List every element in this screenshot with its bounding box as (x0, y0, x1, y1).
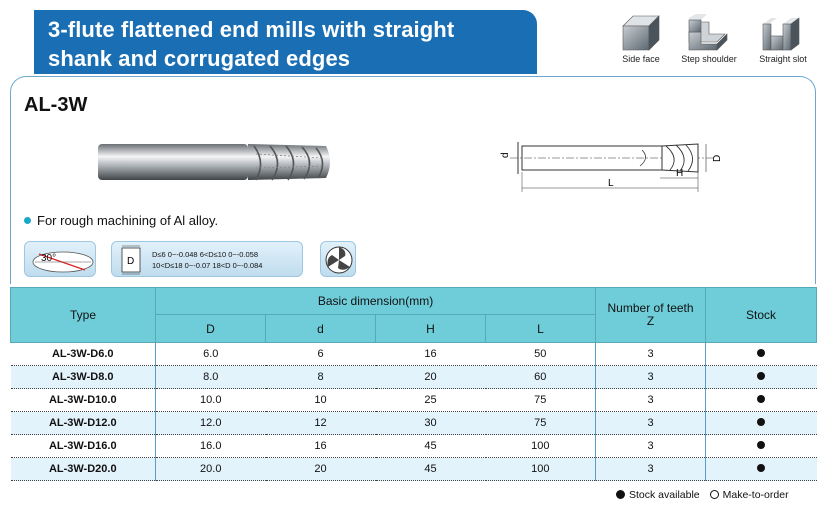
tolerance-line-1: D≤6 0~-0.048 6<D≤10 0~-0.058 (152, 250, 259, 259)
dimension-label-H: H (676, 168, 684, 179)
cell-D: 10.0 (156, 389, 266, 412)
stock-legend (616, 489, 789, 501)
step-shoulder-icon (687, 14, 731, 52)
dimension-label-L: L (608, 178, 614, 189)
table-row (11, 389, 817, 412)
cell-stock (706, 435, 817, 458)
cell-stock (706, 366, 817, 389)
cell-L: 100 (486, 458, 596, 481)
cell-L: 50 (486, 343, 596, 366)
cell-d: 8 (266, 366, 376, 389)
application-side-face (606, 14, 676, 64)
helix-angle-badge (24, 241, 96, 277)
cell-Z: 3 (596, 412, 706, 435)
cell-Z: 3 (596, 343, 706, 366)
side-face-icon (619, 14, 663, 52)
make-to-order-icon (710, 490, 719, 499)
cell-H: 20 (376, 366, 486, 389)
helix-angle-value: 30° (41, 253, 57, 264)
cell-D: 16.0 (156, 435, 266, 458)
stock-available-icon (616, 490, 625, 499)
header-teeth (596, 288, 706, 343)
end-mill-photo-icon (96, 140, 336, 184)
flute-badge (320, 241, 356, 277)
table-row (11, 412, 817, 435)
cell-Z: 3 (596, 435, 706, 458)
application-step-shoulder (674, 14, 744, 64)
cell-H: 45 (376, 458, 486, 481)
dimension-label-d: d (500, 152, 511, 158)
header-stock: Stock (706, 288, 817, 343)
cell-d: 20 (266, 458, 376, 481)
stock-available-icon (757, 349, 765, 357)
cell-stock (706, 389, 817, 412)
cell-d: 16 (266, 435, 376, 458)
tolerance-line-2: 10<D≤18 0~-0.07 18<D 0~-0.084 (152, 261, 263, 270)
header-d: d (266, 315, 376, 343)
cell-H: 30 (376, 412, 486, 435)
cell-type: AL-3W-D12.0 (11, 412, 156, 435)
cell-d: 12 (266, 412, 376, 435)
tolerance-symbol: D (127, 256, 135, 267)
stock-available-icon (757, 395, 765, 403)
model-name: AL-3W (24, 94, 88, 116)
cell-D: 6.0 (156, 343, 266, 366)
header-basic-dimension: Basic dimension(mm) (156, 288, 596, 315)
stock-available-icon (757, 441, 765, 449)
tolerance-text (152, 249, 262, 271)
cell-stock (706, 412, 817, 435)
cell-D: 20.0 (156, 458, 266, 481)
straight-slot-icon (761, 14, 805, 52)
dimension-label-D: D (712, 154, 723, 162)
application-label: Side face (622, 54, 660, 64)
legend-order: Make-to-order (722, 489, 789, 501)
cell-d: 10 (266, 389, 376, 412)
cell-L: 100 (486, 435, 596, 458)
cell-L: 75 (486, 389, 596, 412)
feature-note (24, 213, 218, 228)
table-row (11, 366, 817, 389)
feature-text: For rough machining of Al alloy. (37, 213, 219, 228)
cell-Z: 3 (596, 389, 706, 412)
cell-H: 45 (376, 435, 486, 458)
cell-Z: 3 (596, 458, 706, 481)
stock-available-icon (757, 464, 765, 472)
application-icons (606, 14, 816, 74)
table-row (11, 435, 817, 458)
cell-type: AL-3W-D16.0 (11, 435, 156, 458)
cell-L: 75 (486, 412, 596, 435)
cell-H: 16 (376, 343, 486, 366)
cell-D: 12.0 (156, 412, 266, 435)
title-line-1: 3-flute flattened end mills with straight (48, 17, 455, 42)
diameter-tolerance-icon (114, 242, 150, 278)
cell-d: 6 (266, 343, 376, 366)
bullet-icon (24, 217, 31, 224)
cell-type: AL-3W-D10.0 (11, 389, 156, 412)
cell-L: 60 (486, 366, 596, 389)
cell-Z: 3 (596, 366, 706, 389)
tolerance-badge (111, 241, 303, 277)
cell-type: AL-3W-D8.0 (11, 366, 156, 389)
spec-table (10, 287, 817, 481)
cell-H: 25 (376, 389, 486, 412)
table-row (11, 343, 817, 366)
legend-available: Stock available (629, 489, 700, 501)
application-label: Step shoulder (681, 54, 737, 64)
stock-available-icon (757, 372, 765, 380)
header-L: L (486, 315, 596, 343)
cell-type: AL-3W-D20.0 (11, 458, 156, 481)
three-flute-cross-section-icon (321, 242, 357, 278)
cell-type: AL-3W-D6.0 (11, 343, 156, 366)
header-type: Type (11, 288, 156, 343)
cell-stock (706, 458, 817, 481)
header-teeth-line-2: Z (646, 314, 655, 328)
application-straight-slot (748, 14, 818, 64)
header-D: D (156, 315, 266, 343)
end-mill-drawing (490, 128, 740, 194)
cell-stock (706, 343, 817, 366)
title-line-2: shank and corrugated edges (48, 46, 351, 71)
stock-available-icon (757, 418, 765, 426)
page-title (34, 10, 537, 74)
cell-D: 8.0 (156, 366, 266, 389)
header-H: H (376, 315, 486, 343)
header-teeth-line-1: Number of teeth (607, 301, 694, 315)
helix-angle-icon (25, 242, 97, 278)
application-label: Straight slot (759, 54, 807, 64)
table-row (11, 458, 817, 481)
